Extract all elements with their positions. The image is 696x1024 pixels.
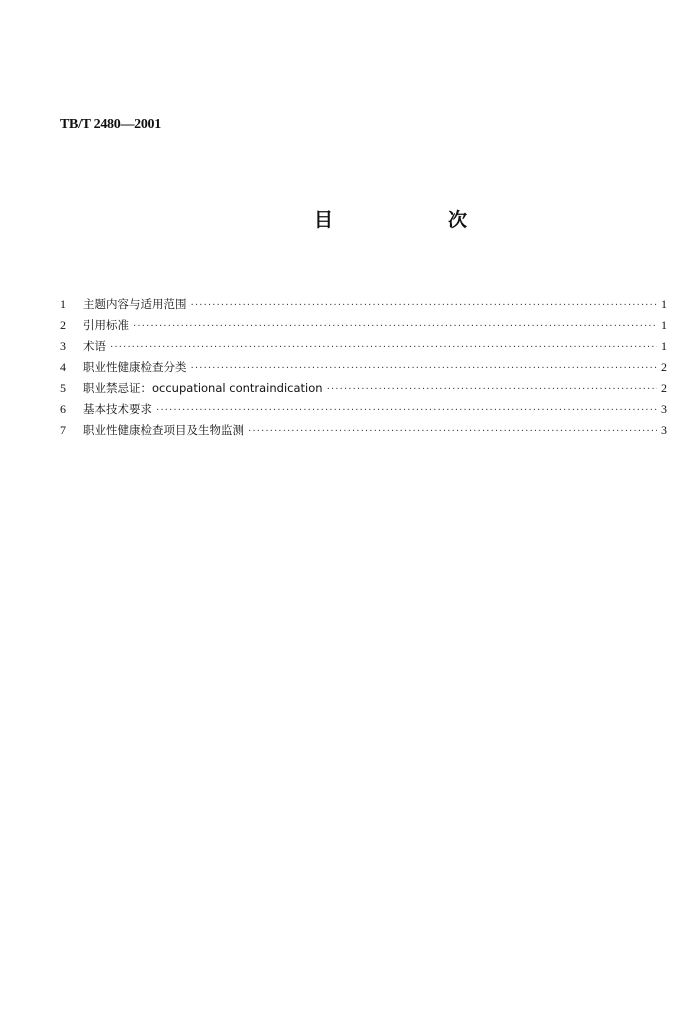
toc-entry-page: 1 — [661, 318, 667, 332]
toc-leader-dots — [110, 337, 657, 358]
toc-entry-page: 2 — [661, 360, 667, 374]
toc-leader-dots — [327, 379, 657, 400]
toc-list — [60, 294, 667, 441]
toc-entry-number: 3 — [60, 339, 66, 353]
toc-entry-text: 引用标准 — [83, 318, 129, 332]
toc-entry-number: 6 — [60, 402, 66, 416]
toc-entry-number: 7 — [60, 423, 66, 437]
toc-entry-number: 5 — [60, 381, 66, 395]
toc-entry-page: 1 — [661, 339, 667, 353]
toc-entry[interactable] — [60, 336, 667, 357]
toc-entry-text: 主题内容与适用范围 — [83, 297, 187, 311]
toc-entry-page: 3 — [661, 423, 667, 437]
toc-leader-dots — [133, 316, 657, 337]
toc-leader-dots — [248, 421, 657, 442]
toc-entry[interactable] — [60, 399, 667, 420]
toc-entry-text: 术语 — [83, 339, 106, 353]
toc-entry[interactable] — [60, 315, 667, 336]
toc-entry-text: 基本技术要求 — [83, 402, 152, 416]
toc-entry-page: 3 — [661, 402, 667, 416]
standard-code: TB/T 2480—2001 — [60, 117, 161, 132]
toc-entry-number: 1 — [60, 297, 66, 311]
toc-entry[interactable] — [60, 294, 667, 315]
toc-title: 目 次 — [314, 209, 516, 231]
toc-entry-page: 1 — [661, 297, 667, 311]
toc-entry[interactable] — [60, 357, 667, 378]
toc-entry-text: 职业性健康检查分类 — [83, 360, 187, 374]
toc-leader-dots — [191, 358, 658, 379]
toc-leader-dots — [156, 400, 657, 421]
toc-entry[interactable] — [60, 378, 667, 399]
toc-entry-text: 职业禁忌证：occupational contraindication — [83, 381, 323, 395]
toc-entry-page: 2 — [661, 381, 667, 395]
toc-leader-dots — [191, 295, 658, 316]
toc-entry-text: 职业性健康检查项目及生物监测 — [83, 423, 244, 437]
toc-entry-number: 2 — [60, 318, 66, 332]
toc-entry[interactable] — [60, 420, 667, 441]
toc-entry-number: 4 — [60, 360, 66, 374]
